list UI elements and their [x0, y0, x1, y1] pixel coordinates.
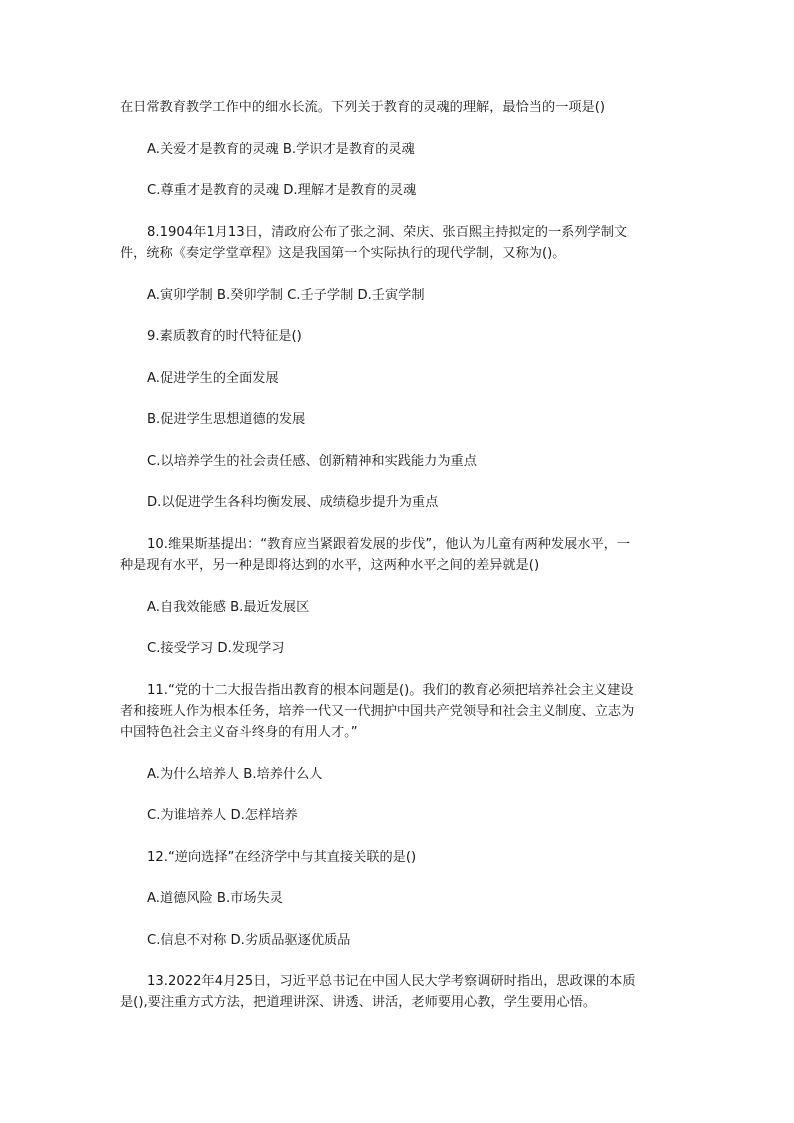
answer-option: B.促进学生思想道德的发展 [147, 412, 306, 427]
question-text: 种是现有水平，另一种是即将达到的水平，这两种水平之间的差异就是() [120, 558, 540, 573]
answer-options: C.接受学习 D.发现学习 [147, 641, 285, 656]
answer-options: A.道德风险 B.市场失灵 [147, 891, 283, 906]
answer-options: C.信息不对称 D.劣质品驱逐优质品 [147, 933, 351, 948]
answer-options: C.尊重才是教育的灵魂 D.理解才是教育的灵魂 [147, 183, 417, 198]
answer-options: A.寅卯学制 B.癸卯学制 C.壬子学制 D.壬寅学制 [147, 288, 425, 303]
answer-options: C.为谁培养人 D.怎样培养 [147, 808, 298, 823]
question-text: 9.素质教育的时代特征是() [147, 329, 302, 344]
question-text: 件，统称《奏定学堂章程》这是我国第一个实际执行的现代学制，又称为()。 [120, 246, 566, 261]
answer-options: A.关爱才是教育的灵魂 B.学识才是教育的灵魂 [147, 142, 415, 157]
answer-option: C.以培养学生的社会责任感、创新精神和实践能力为重点 [147, 454, 477, 469]
question-text: 在日常教育教学工作中的细水长流。下列关于教育的灵魂的理解，最恰当的一项是() [120, 100, 606, 115]
question-text: 者和接班人作为根本任务，培养一代又一代拥护中国共产党领导和社会主义制度、立志为 [120, 704, 635, 719]
answer-options: A.为什么培养人 B.培养什么人 [147, 767, 323, 782]
question-text: 8.1904年1月13日，清政府公布了张之洞、荣庆、张百熙主持拟定的一系列学制文 [147, 225, 628, 240]
question-text: 13.2022年4月25日，习近平总书记在中国人民大学考察调研时指出，思政课的本质 [147, 974, 636, 989]
question-text: 10.维果斯基提出：“教育应当紧跟着发展的步伐”，他认为儿童有两种发展水平，一 [147, 537, 631, 552]
question-text: 12.“逆向选择”在经济学中与其直接关联的是() [147, 850, 417, 865]
question-text: 11.“党的十二大报告指出教育的根本问题是()。我们的教育必须把培养社会主义建设 [147, 683, 634, 698]
answer-option: A.促进学生的全面发展 [147, 371, 279, 386]
answer-option: D.以促进学生各科均衡发展、成绩稳步提升为重点 [147, 495, 439, 510]
question-text: 中国特色社会主义奋斗终身的有用人才。” [120, 725, 358, 740]
answer-options: A.自我效能感 B.最近发展区 [147, 600, 310, 615]
question-text: 是(),要注重方式方法，把道理讲深、讲透、讲活，老师要用心教，学生要用心悟。 [120, 995, 597, 1010]
